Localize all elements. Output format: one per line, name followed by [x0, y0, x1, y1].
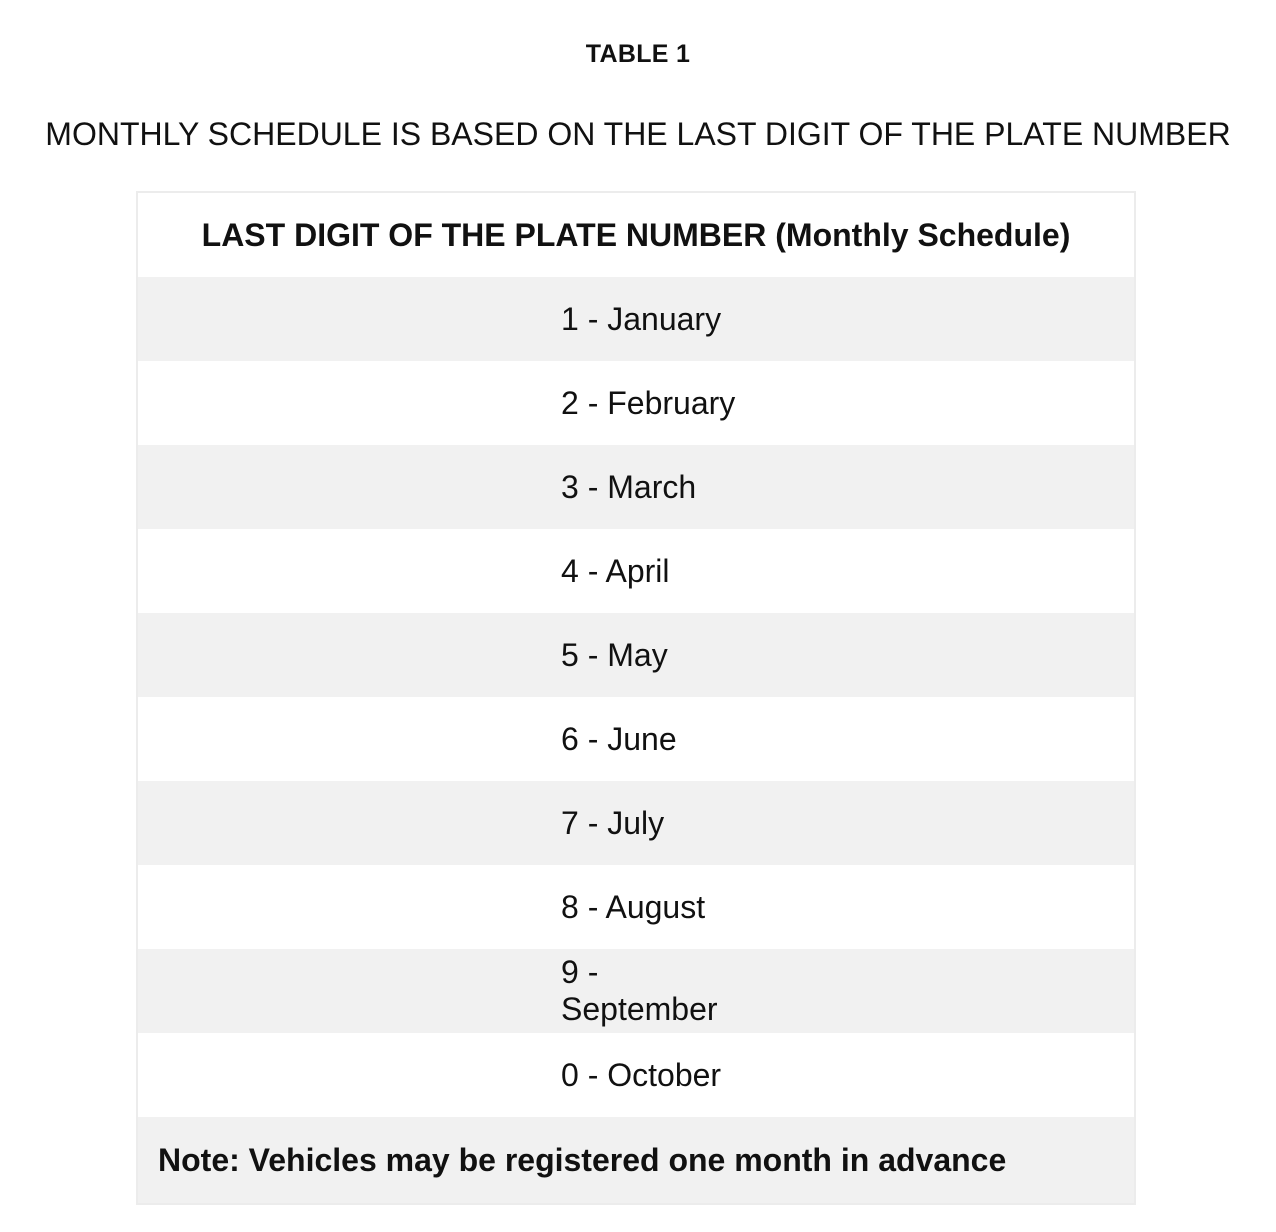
table-cell: 2 - February	[561, 384, 736, 421]
table-row	[138, 865, 1134, 949]
table-cell: 6 - June	[561, 720, 677, 757]
table-row	[138, 529, 1134, 613]
table-cell: 5 - May	[561, 636, 668, 673]
table-cell: 1 - January	[561, 300, 722, 337]
table-cell: 8 - August	[561, 888, 706, 925]
table-cell: 3 - March	[561, 468, 697, 505]
table-row	[138, 697, 1134, 781]
table-note: Note: Vehicles may be registered one month in advance	[138, 1117, 1134, 1203]
table-row	[138, 949, 1134, 1033]
table-header: LAST DIGIT OF THE PLATE NUMBER (Monthly Schedule)	[138, 193, 1134, 277]
page-subtitle: MONTHLY SCHEDULE IS BASED ON THE LAST DIGIT OF THE PLATE NUMBER	[45, 116, 1231, 152]
table-cell: 0 - October	[561, 1056, 722, 1093]
table-row	[138, 277, 1134, 361]
table-cell: 7 - July	[561, 804, 665, 841]
table-cell: 9 - September	[561, 954, 718, 1027]
table-row	[138, 781, 1134, 865]
table-row	[138, 1033, 1134, 1117]
table-row	[138, 445, 1134, 529]
table-row	[138, 613, 1134, 697]
schedule-table	[136, 191, 1136, 1205]
table-label: TABLE 1	[585, 40, 691, 68]
table-cell: 4 - April	[561, 552, 670, 589]
table-row	[138, 361, 1134, 445]
